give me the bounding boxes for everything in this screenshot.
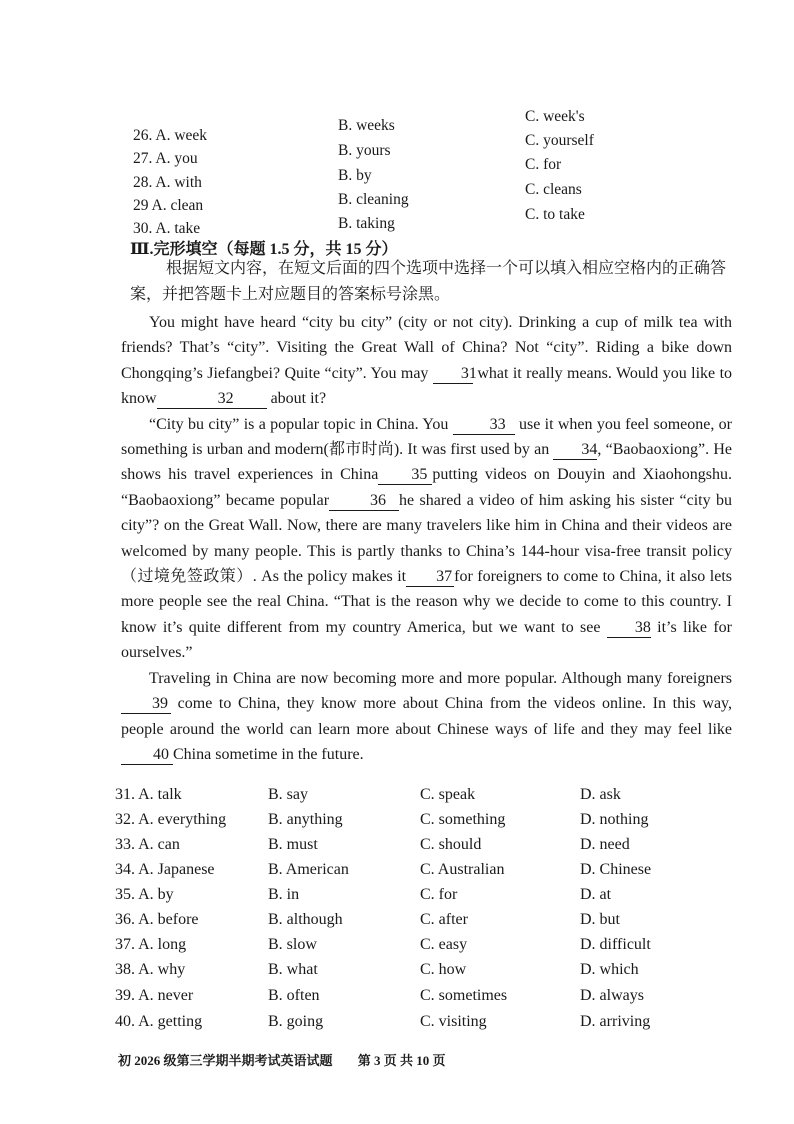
q36-option-b: B. although — [268, 911, 343, 928]
q39-option-a: 39. A. never — [115, 987, 194, 1004]
q36-option-a: 36. A. before — [115, 911, 199, 928]
q32-option-a: 32. A. everything — [115, 811, 227, 828]
question-38 — [115, 961, 715, 985]
blank-31: 31 — [433, 365, 473, 384]
cloze-passage — [121, 310, 732, 767]
q34-option-d: D. Chinese — [580, 861, 652, 878]
blank-40: 40 — [121, 746, 173, 765]
blank-32: 32 — [157, 390, 267, 409]
q33-option-b: B. must — [268, 836, 318, 853]
q34-option-b: B. American — [268, 861, 349, 878]
question-36 — [115, 911, 715, 935]
q33-option-a: 33. A. can — [115, 836, 180, 853]
q32-option-b: B. anything — [268, 811, 343, 828]
prev-q29-c: C. cleans — [525, 181, 582, 198]
q38-option-a: 38. A. why — [115, 961, 186, 978]
passage-paragraph-2: “City bu city” is a popular topic in China. You 33 use it when you feel someone, or something is urban and modern(都市时尚). It was first used by an 34, “Baobaoxiong”. He shows his travel experiences in China 35 putting videos on Douyin and Xiaohongshu. “Baobaoxiong” became popular 36 he shared a video of him asking his sister “city bu city”? on the Great Wall. Now, there are many travelers like him in China and their videos are welcomed by many people. This is partly thanks to China’s 144-hour visa-free transit policy（过境免签政策）. As the policy makes it 37 for foreigners to come to China, it also lets more people see the real China. “That is the reason why we decide to come to this country. I know it’s quite different from my country America, but we want to see 38 it’s like for ourselves.” — [121, 415, 733, 662]
q34-option-c: C. Australian — [420, 861, 505, 878]
prev-q28-c: C. for — [525, 156, 562, 173]
question-32 — [115, 811, 715, 835]
page-footer — [118, 1050, 446, 1069]
q39-option-c: C. sometimes — [420, 987, 508, 1004]
prev-q30-b: B. taking — [338, 215, 395, 232]
q33-option-c: C. should — [420, 836, 482, 853]
prev-q30-a: 30. A. take — [133, 220, 201, 237]
q37-option-a: 37. A. long — [115, 936, 187, 953]
q31-option-b: B. say — [268, 786, 308, 803]
q38-option-c: C. how — [420, 961, 467, 978]
q35-option-d: D. at — [580, 886, 612, 903]
footer-exam-title: 初 2026 级第三学期半期考试英语试题 — [118, 1053, 333, 1068]
q40-option-a: 40. A. getting — [115, 1013, 203, 1030]
question-37 — [115, 936, 715, 960]
prev-q28-b: B. by — [338, 167, 372, 184]
prev-q26-b: B. weeks — [338, 117, 395, 134]
prev-q26-a: 26. A. week — [133, 127, 208, 144]
prev-q27-b: B. yours — [338, 142, 391, 159]
q38-option-d: D. which — [580, 961, 639, 978]
question-33 — [115, 836, 715, 860]
q32-option-d: D. nothing — [580, 811, 649, 828]
footer-page-number: 第 3 页 共 10 页 — [357, 1053, 446, 1068]
q35-option-c: C. for — [420, 886, 458, 903]
passage-paragraph-1: You might have heard “city bu city” (city or not city). Drinking a cup of milk tea with friends? That’s “city”. Visiting the Great Wall of China? Not “city”. Riding a bike down Chongqing’s Jiefangbei? Quite “city”. You may 31 what it really means. Would you like to know 32 about it? — [121, 314, 733, 408]
prev-q30-c: C. to take — [525, 206, 585, 223]
q40-option-c: C. visiting — [420, 1013, 487, 1030]
q37-option-d: D. difficult — [580, 936, 651, 953]
question-34 — [115, 861, 715, 885]
prev-q27-c: C. yourself — [525, 132, 594, 149]
question-31 — [115, 786, 715, 810]
q32-option-c: C. something — [420, 811, 506, 828]
q38-option-b: B. what — [268, 961, 318, 978]
prev-q29-b: B. cleaning — [338, 191, 409, 208]
q36-option-d: D. but — [580, 911, 620, 928]
q39-option-d: D. always — [580, 987, 644, 1004]
q36-option-c: C. after — [420, 911, 468, 928]
question-35 — [115, 886, 715, 910]
prev-q28-a: 28. A. with — [133, 174, 202, 191]
q35-option-a: 35. A. by — [115, 886, 174, 903]
question-40 — [115, 1013, 715, 1037]
q39-option-b: B. often — [268, 987, 320, 1004]
blank-36: 36 — [329, 492, 399, 511]
blank-39: 39 — [121, 695, 171, 714]
q31-option-a: 31. A. talk — [115, 786, 182, 803]
q31-option-d: D. ask — [580, 786, 621, 803]
blank-34: 34 — [553, 441, 597, 460]
blank-33: 33 — [453, 416, 515, 435]
prev-q26-c: C. week's — [525, 108, 585, 125]
blank-38: 38 — [607, 619, 651, 638]
prev-q27-a: 27. A. you — [133, 150, 198, 167]
q37-option-b: B. slow — [268, 936, 317, 953]
q34-option-a: 34. A. Japanese — [115, 861, 215, 878]
passage-paragraph-3: Traveling in China are now becoming more and more popular. Although many foreigners39 come to China, they know more about China from the videos online. In this way, people around the world can learn more about Chinese ways of life and they may feel like 40 China sometime in the future. — [121, 669, 733, 763]
blank-35: 35 — [378, 466, 432, 485]
section-instruction: 根据短文内容，在短文后面的四个选项中选择一个可以填入相应空格内的正确答案，并把答题卡上对应题目的答案标号涂黑。 — [130, 260, 727, 303]
q33-option-d: D. need — [580, 836, 630, 853]
question-39 — [115, 987, 715, 1011]
q37-option-c: C. easy — [420, 936, 468, 953]
section-title: Ⅲ.完形填空（每题 1.5 分，共 15 分） — [130, 241, 398, 258]
blank-37: 37 — [406, 568, 454, 587]
q31-option-c: C. speak — [420, 786, 476, 803]
q35-option-b: B. in — [268, 886, 300, 903]
q40-option-b: B. going — [268, 1013, 324, 1030]
q40-option-d: D. arriving — [580, 1013, 651, 1030]
prev-q29-a: 29 A. clean — [133, 197, 204, 214]
